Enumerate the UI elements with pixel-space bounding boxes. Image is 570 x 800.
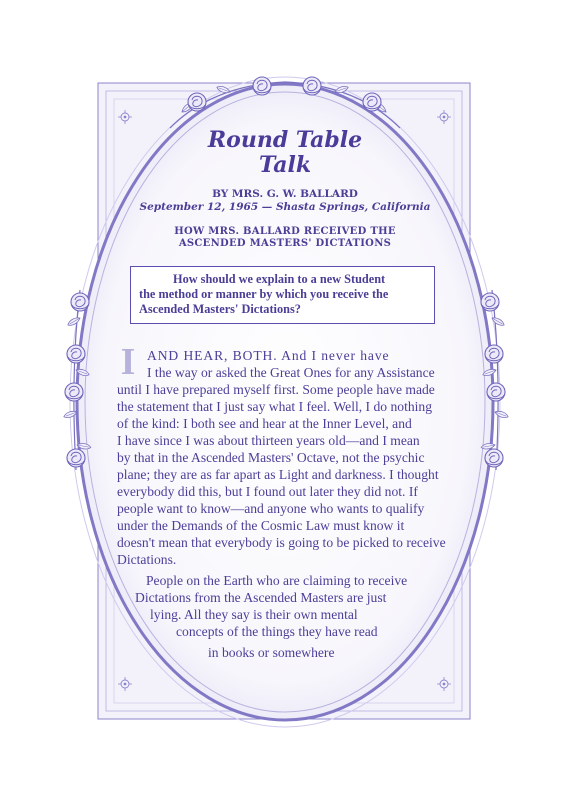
body-line: everybody did this, but I found out later they did not. If: [117, 484, 418, 499]
body-line: plane; they are as far apart as Light and darkness. I thought: [117, 467, 439, 482]
body-line: in books or somewhere: [208, 645, 335, 660]
author: BY MRS. G. W. BALLARD: [212, 188, 358, 200]
body-line: People on the Earth who are claiming to receive: [146, 573, 408, 588]
title-line-2: Talk: [258, 152, 312, 178]
body-line: concepts of the things they have read: [176, 624, 378, 639]
body-line: Dictations from the Ascended Masters are just: [135, 590, 387, 605]
article-title: [135, 128, 435, 178]
body-line: doesn't mean that everybody is going to be picked to receive: [117, 535, 446, 550]
body-line: people want to know—and anyone who wants to qualify: [117, 501, 425, 516]
byline: [125, 188, 445, 214]
body-line: of the kind: I both see and hear at the Inner Level, and: [117, 416, 412, 431]
body-line: I have since I was about thirteen years old—and I mean: [117, 433, 420, 448]
drop-cap: I: [120, 341, 136, 383]
body-line: I the way or asked the Great Ones for any Assistance: [147, 365, 435, 380]
body-line: until I have prepared myself first. Some people have made: [117, 382, 435, 397]
heading-line-1: HOW MRS. BALLARD RECEIVED THE: [174, 226, 396, 237]
body-line: the statement that I just say what I feel. Well, I do nothing: [117, 399, 433, 414]
question-line: the method or manner by which you receive the: [139, 287, 389, 301]
body-line: by that in the Ascended Masters' Octave, not the psychic: [117, 450, 425, 465]
body-line: AND HEAR, BOTH. And I never have: [147, 348, 390, 363]
body-line: Dictations.: [117, 552, 177, 567]
date-place: September 12, 1965 — Shasta Springs, California: [139, 201, 431, 213]
body-line: lying. All they say is their own mental: [150, 607, 358, 622]
heading-line-2: ASCENDED MASTERS' DICTATIONS: [178, 238, 392, 249]
title-line-1: Round Table: [207, 127, 363, 153]
body-line: under the Demands of the Cosmic Law must know it: [117, 518, 405, 533]
question-line: Ascended Masters' Dictations?: [139, 302, 301, 316]
section-heading: [140, 226, 430, 250]
question-box: [130, 266, 435, 324]
question-line: How should we explain to a new Student: [173, 272, 386, 286]
